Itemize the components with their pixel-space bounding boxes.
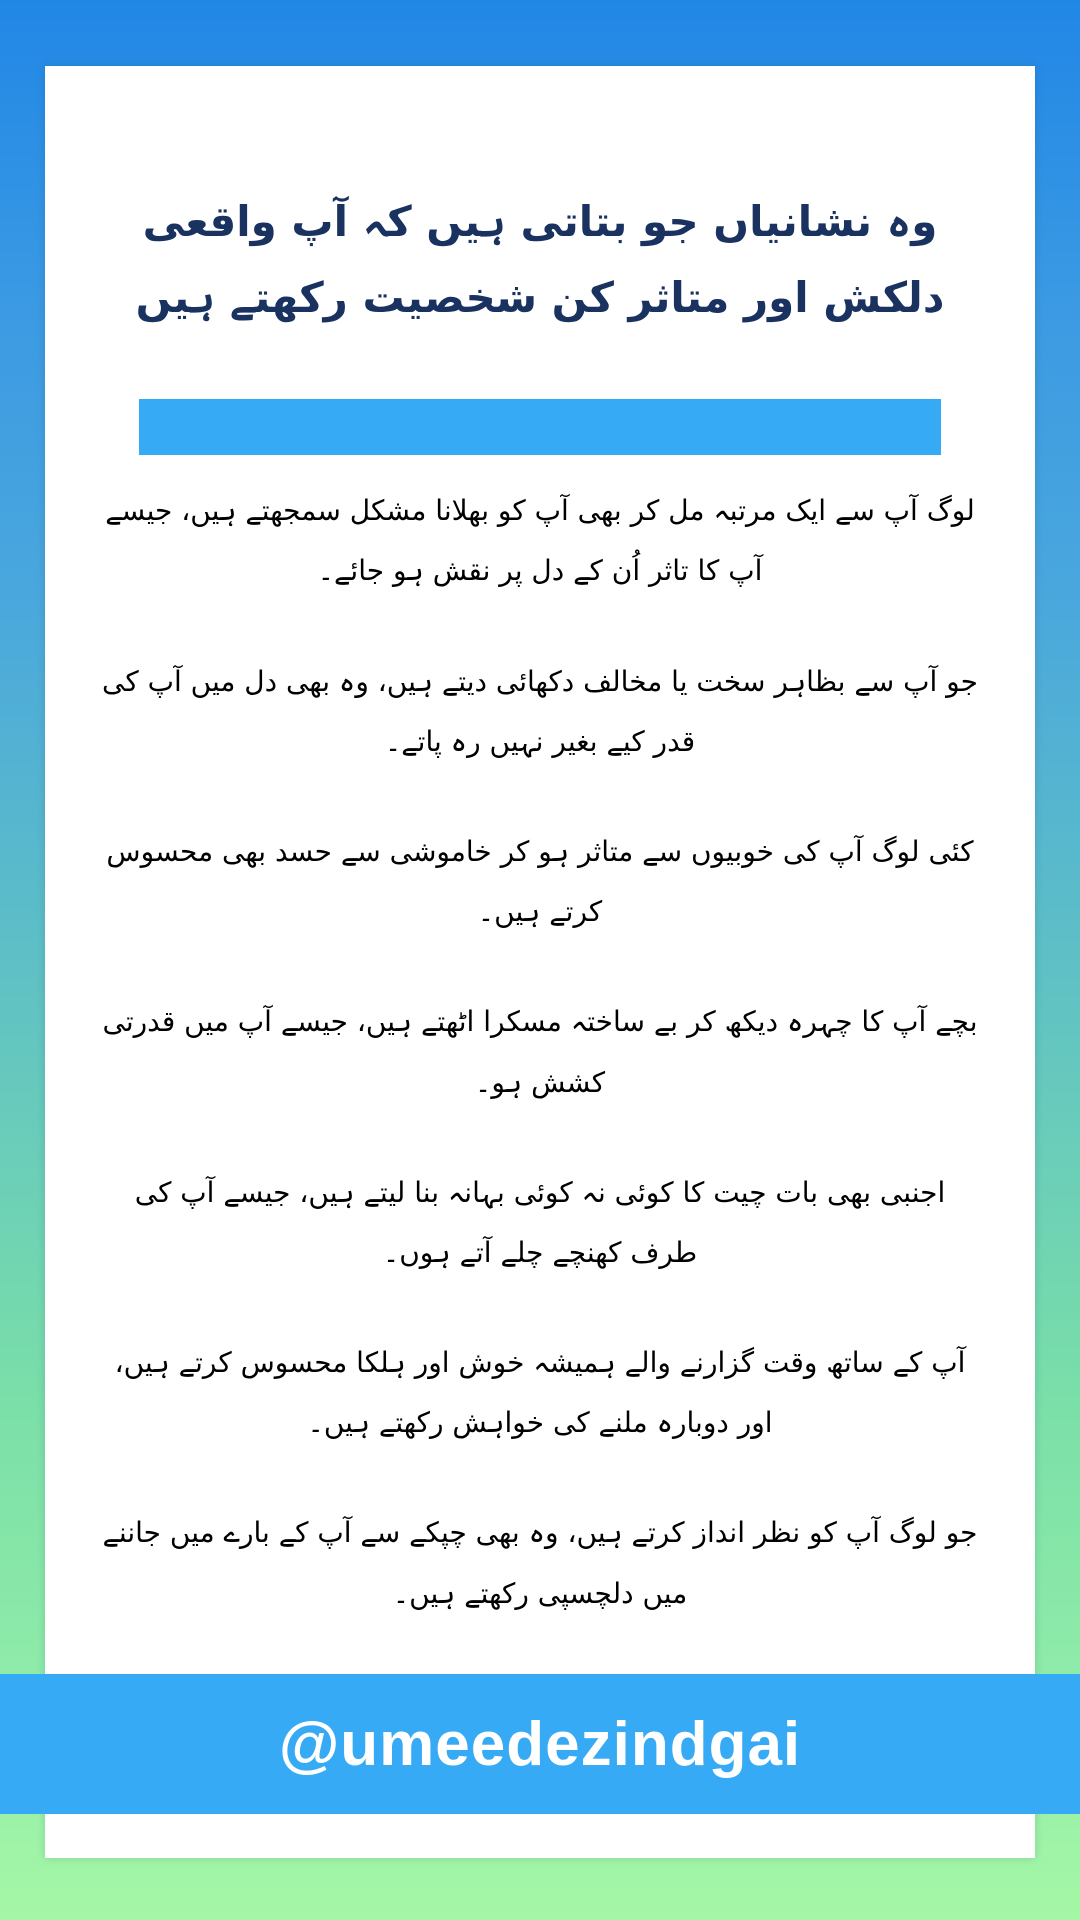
social-handle: @umeedezindgai — [278, 1709, 802, 1779]
footer-bar — [0, 1674, 1080, 1814]
page-title: وہ نشانیاں جو بتاتی ہیں کہ آپ واقعی دلکش اور متاثر کن شخصیت رکھتے ہیں — [135, 197, 945, 322]
paragraph: آپ کے ساتھ وقت گزارنے والے ہمیشہ خوش اور ہلکا محسوس کرتے ہیں، اور دوبارہ ملنے کی خواہش رکھتے ہیں۔ — [114, 1346, 966, 1440]
paragraph: جو لوگ آپ کو نظر انداز کرتے ہیں، وہ بھی چپکے سے آپ کے بارے میں جاننے میں دلچسپی رکھتے ہیں۔ — [102, 1516, 978, 1610]
paragraph: اجنبی بھی بات چیت کا کوئی نہ کوئی بہانہ بنا لیتے ہیں، جیسے آپ کی طرف کھنچے چلے آتے ہوں۔ — [134, 1175, 946, 1269]
body-text-block — [45, 455, 1035, 1624]
paragraph: کئی لوگ آپ کی خوبیوں سے متاثر ہو کر خاموشی سے حسد بھی محسوس کرتے ہیں۔ — [106, 834, 974, 929]
paragraph: جو آپ سے بظاہر سخت یا مخالف دکھائی دیتے ہیں، وہ بھی دل میں آپ کی قدر کیے بغیر نہیں رہ پاتے۔ — [102, 664, 978, 758]
content-card — [45, 66, 1035, 1858]
paragraph: بچے آپ کا چہرہ دیکھ کر بے ساختہ مسکرا اٹھتے ہیں، جیسے آپ میں قدرتی کشش ہو۔ — [102, 1005, 978, 1099]
title-underline-bar — [139, 399, 941, 455]
paragraph: لوگ آپ سے ایک مرتبہ مل کر بھی آپ کو بھلانا مشکل سمجھتے ہیں، جیسے آپ کا تاثر اُن کے دل پر نقش ہو جائے۔ — [105, 494, 975, 588]
